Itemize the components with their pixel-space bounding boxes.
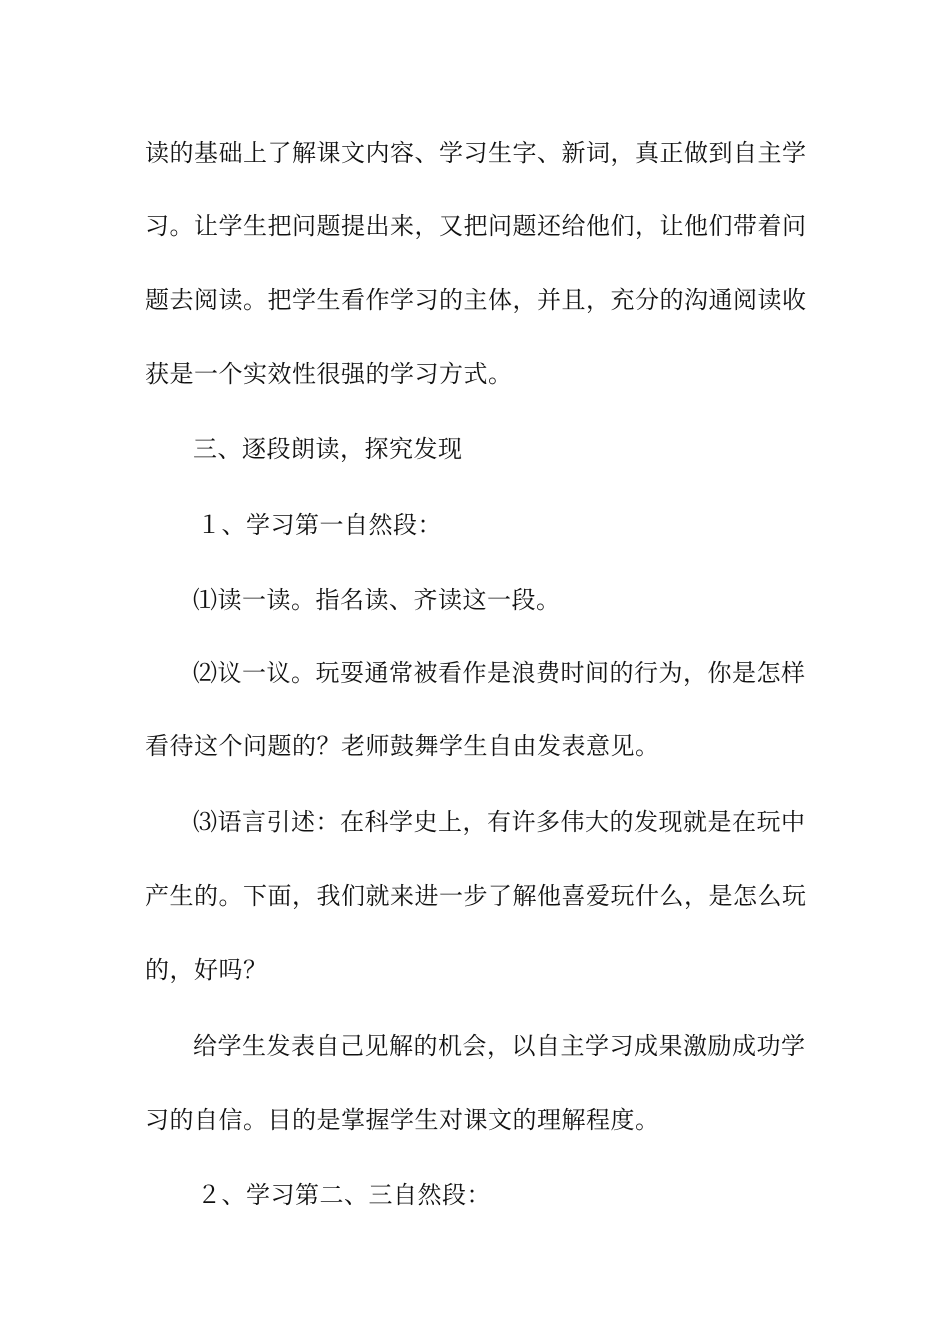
note-line-1: 给学生发表自己见解的机会，以自主学习成果激励成功学 <box>193 1032 806 1060</box>
item-quote-line-2: 产生的。下面，我们就来进一步了解他喜爱玩什么，是怎么玩 <box>145 882 807 910</box>
paragraph-line-3: 题去阅读。把学生看作学习的主体，并且，充分的沟通阅读收 <box>145 286 807 314</box>
section-heading-3: 三、逐段朗读，探究发现 <box>193 435 463 463</box>
paragraph-line-4: 获是一个实效性很强的学习方式。 <box>145 360 513 388</box>
item-discuss-line-1: ⑵议一议。玩耍通常被看作是浪费时间的行为，你是怎样 <box>193 659 806 687</box>
item-quote-line-1: ⑶语言引述：在科学史上，有许多伟大的发现就是在玩中 <box>193 808 806 836</box>
note-line-2: 习的自信。目的是掌握学生对课文的理解程度。 <box>145 1106 660 1134</box>
item-discuss-line-2: 看待这个问题的？老师鼓舞学生自由发表意见。 <box>145 732 660 760</box>
subsection-heading-2: ２、学习第二、三自然段： <box>197 1181 491 1209</box>
subsection-heading-1: １、学习第一自然段： <box>197 511 442 539</box>
item-quote-line-3: 的，好吗？ <box>145 956 268 984</box>
paragraph-line-1: 读的基础上了解课文内容、学习生字、新词，真正做到自主学 <box>145 139 807 167</box>
item-read-line: ⑴读一读。指名读、齐读这一段。 <box>193 586 561 614</box>
paragraph-line-2: 习。让学生把问题提出来，又把问题还给他们，让他们带着问 <box>145 212 807 240</box>
